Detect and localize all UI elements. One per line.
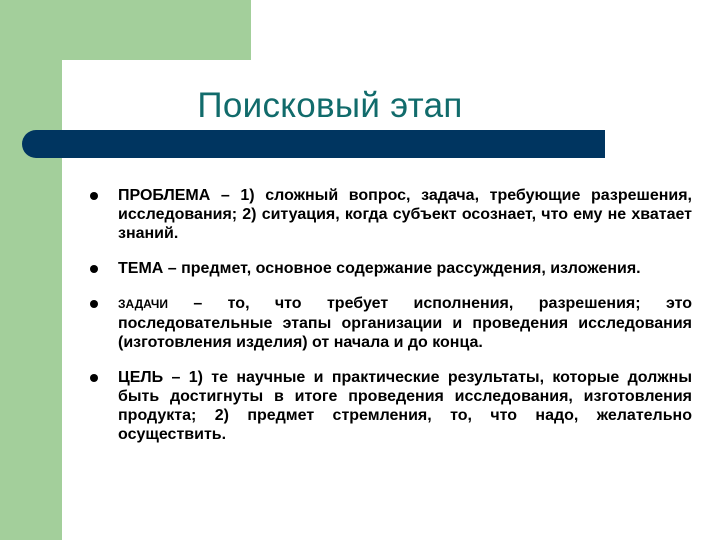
list-item-goal bbox=[88, 368, 692, 444]
definition-tasks: – то, что требует исполнения, разрешения; это последовательные этапы организации и проведения исследования (изготовления изделия) от начала и до конца. bbox=[118, 295, 692, 351]
bullet-icon bbox=[90, 265, 98, 273]
bullet-icon bbox=[90, 192, 98, 200]
definition-problem: – 1) сложный вопрос, задача, требующие разрешения, исследования; 2) ситуация, когда субъект осознает, что ему не хватает знаний. bbox=[118, 187, 692, 242]
definition-goal: – 1) те научные и практические результаты, которые должны быть достигнуты в итоге проведения исследования, изготовления продукта; 2) предмет стремления, то, что надо, желательно осуществить. bbox=[118, 369, 692, 443]
term-theme: ТЕМА bbox=[118, 260, 164, 277]
green-top-decoration bbox=[0, 0, 251, 60]
green-sidebar-decoration bbox=[0, 0, 62, 540]
title-underline-bar bbox=[22, 130, 605, 158]
bullet-icon bbox=[90, 374, 98, 382]
list-item-tasks bbox=[88, 294, 692, 352]
bullet-icon bbox=[90, 300, 98, 308]
definition-theme: – предмет, основное содержание рассуждения, изложения. bbox=[163, 260, 641, 277]
term-goal: ЦЕЛЬ bbox=[118, 369, 164, 386]
slide-title: Поисковый этап bbox=[197, 86, 463, 125]
list-item-problem bbox=[88, 186, 692, 243]
list-item-theme bbox=[88, 259, 692, 278]
definition-list bbox=[88, 186, 692, 460]
term-problem: ПРОБЛЕМА bbox=[118, 187, 211, 204]
term-tasks: ЗАДАЧИ bbox=[118, 297, 168, 311]
